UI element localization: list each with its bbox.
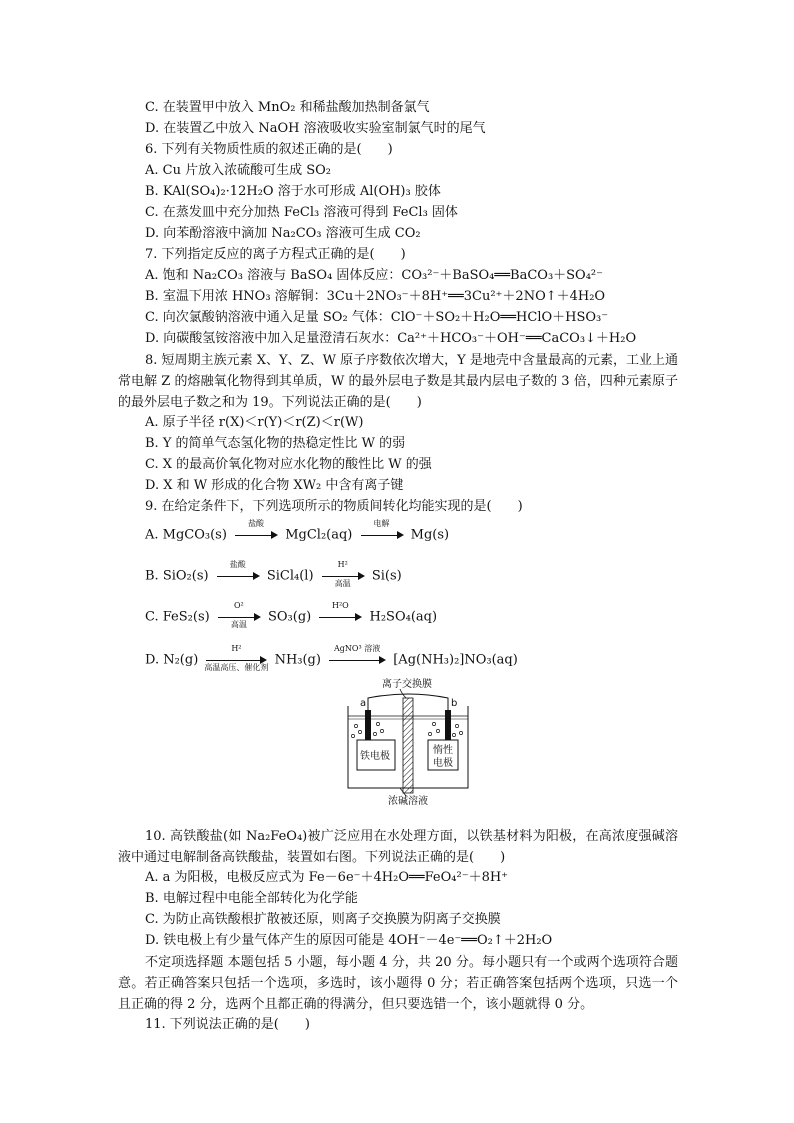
intermediate: SiCl₄(l) (266, 568, 314, 584)
reactant: B. SiO₂(s) (145, 568, 209, 584)
option-10c: C. 为防止高铁酸根扩散被还原，则离子交换膜为阴离子交换膜 (145, 912, 501, 927)
product: Mg(s) (410, 527, 450, 543)
option-9d (145, 644, 518, 672)
question-10: 10. 高铁酸盐(如 Na₂FeO₄)被广泛应用在水处理方面，以铁基材料为阳极，在高浓度强碱溶液中通过电解制备高铁酸盐，装置如右图。下列说法正确的是( ) (118, 829, 678, 865)
inert-electrode-label-2: 电极 (433, 758, 453, 769)
option-9c (145, 601, 438, 629)
reactant: C. FeS₂(s) (145, 609, 210, 625)
inert-electrode-label-1: 惰性 (433, 745, 453, 756)
solution-label: 浓碱溶液 (388, 796, 428, 806)
option-7d: D. 向碳酸氢铵溶液中加入足量澄清石灰水：Ca²⁺＋HCO₃⁻＋OH⁻══CaCO₃↓＋H₂O (145, 331, 637, 346)
ion-exchange-membrane (403, 698, 413, 793)
reactant: A. MgCO₃(s) (145, 527, 227, 543)
option-7c: C. 向次氯酸钠溶液中通入足量 SO₂ 气体：ClO⁻＋SO₂＋H₂O══HClO＋HSO₃⁻ (145, 310, 609, 325)
product: Si(s) (371, 568, 402, 584)
electrode-a-label: a (360, 698, 367, 709)
membrane-label: 离子交换膜 (382, 679, 432, 690)
option-10b: B. 电解过程中电能全部转化为化学能 (145, 891, 358, 906)
option-8b: B. Y 的简单气态氢化物的热稳定性比 W 的弱 (145, 436, 406, 451)
arrow-condition-below: 高温 (230, 620, 247, 629)
option-10d: D. 铁电极上有少量气体产生的原因可能是 4OH⁻－4e⁻══O₂↑＋2H₂O (145, 933, 553, 948)
arrow-condition-below: 高温 (334, 579, 351, 588)
electrode-b-label: b (451, 698, 458, 709)
product: H₂SO₄(aq) (369, 609, 438, 625)
option-8d: D. X 和 W 形成的化合物 XW₂ 中含有离子键 (145, 478, 404, 493)
reaction-arrow-icon (204, 644, 269, 672)
option-7a: A. 饱和 Na₂CO₃ 溶液与 BaSO₄ 固体反应：CO₃²⁻＋BaSO₄══BaCO₃＋SO₄²⁻ (145, 268, 604, 283)
arrow-condition: H²O (331, 601, 349, 610)
question-6: 6. 下列有关物质性质的叙述正确的是( ) (145, 142, 393, 157)
option-8c: C. X 的最高价氧化物对应水化物的酸性比 W 的强 (145, 457, 432, 472)
option-5d: D. 在装置乙中放入 NaOH 溶液吸收实验室制氯气时的尾气 (145, 121, 486, 136)
option-9a (145, 519, 450, 546)
option-9b (145, 560, 402, 588)
product: [Ag(NH₃)₂]NO₃(aq) (393, 652, 518, 668)
iron-electrode-label: 铁电极 (360, 751, 390, 762)
arrow-condition: 盐酸 (229, 560, 246, 569)
reaction-arrow-icon (233, 519, 279, 545)
reactant: D. N₂(g) (145, 652, 199, 668)
reaction-arrow-icon (359, 519, 405, 545)
intermediate: NH₃(g) (274, 652, 321, 668)
intermediate: SO₃(g) (267, 609, 312, 625)
electrolysis-apparatus-figure (340, 676, 476, 806)
arrow-condition: AgNO³ 溶液 (333, 644, 381, 653)
arrow-condition: H² (337, 560, 348, 569)
arrow-condition: 盐酸 (248, 519, 265, 528)
option-6d: D. 向苯酚溶液中滴加 Na₂CO₃ 溶液可生成 CO₂ (145, 226, 421, 241)
option-10a: A. a 为阳极，电极反应式为 Fe－6e⁻＋4H₂O══FeO₄²⁻＋8H⁺ (145, 870, 509, 885)
reaction-arrow-icon (317, 601, 363, 627)
option-8a: A. 原子半径 r(X)＜r(Y)＜r(Z)＜r(W) (145, 415, 364, 430)
option-6a: A. Cu 片放入浓硫酸可生成 SO₂ (145, 163, 332, 178)
reaction-arrow-icon (327, 644, 387, 670)
option-5c: C. 在装置甲中放入 MnO₂ 和稀盐酸加热制备氯气 (145, 100, 430, 115)
question-9: 9. 在给定条件下，下列选项所示的物质间转化均能实现的是( ) (145, 499, 523, 514)
reaction-arrow-icon (215, 560, 261, 586)
option-7b: B. 室温下用浓 HNO₃ 溶解铜：3Cu＋2NO₃⁻＋8H⁺══3Cu²⁺＋2NO↑＋4H₂O (145, 289, 606, 304)
reaction-arrow-icon (320, 560, 366, 588)
option-6c: C. 在蒸发皿中充分加热 FeCl₃ 溶液可得到 FeCl₃ 固体 (145, 205, 458, 220)
arrow-condition: O² (233, 601, 244, 610)
reaction-arrow-icon (216, 601, 262, 629)
question-8: 8. 短周期主族元素 X、Y、Z、W 原子序数依次增大，Y 是地壳中含量最高的元素，工业上通常电解 Z 的熔融氧化物得到其单质，W 的最外层电子数是其最内层电子数的 3 倍，四种元素原子的最外层电子数之和为 19。下列说法正确的是( ) (118, 353, 678, 410)
intermediate: MgCl₂(aq) (285, 527, 353, 543)
question-11: 11. 下列说法正确的是( ) (145, 1017, 310, 1032)
section-instructions: 不定项选择题 本题包括 5 小题，每小题 4 分，共 20 分。每小题只有一个或两个选项符合题意。若正确答案只包括一个选项，多选时，该小题得 0 分；若正确答案包括两个选项，只选一个且正确的得 2 分，选两个且都正确的得满分，但只要选错一个，该小题就得 0 分。 (118, 955, 678, 1012)
arrow-condition: H² (231, 644, 242, 653)
question-7: 7. 下列指定反应的离子方程式正确的是( ) (145, 247, 406, 262)
option-6b: B. KAl(SO₄)₂·12H₂O 溶于水可形成 Al(OH)₃ 胶体 (145, 184, 441, 199)
arrow-condition-below: 高温高压、催化剂 (204, 663, 269, 672)
arrow-condition: 电解 (373, 519, 390, 528)
